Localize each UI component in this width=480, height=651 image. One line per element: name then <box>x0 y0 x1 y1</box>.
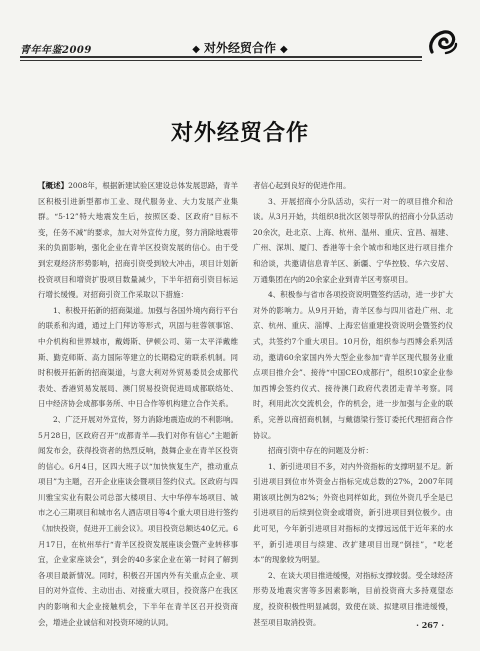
paragraph: 1、新引进项目不多，对内外资指标的支撑明显不足。新引进项目到位市外资金占指标完成总数的27%，2007年同期该项比例为82%；外资也同样如此，到位外资几乎全是已引进项目的后续到位资金或增资，新引进项目到位极少。由此可见，今年新引进项目对指标的支撑远远低于近年来的水平，新引进项目与续建、改扩建项目出现“倒挂”，“吃老本”的现象较为明显。 <box>253 461 453 565</box>
paragraph <box>38 178 238 303</box>
page-number: · 267 · <box>416 620 444 630</box>
paragraph: 招商引资中存在的问题及分析： <box>268 446 373 456</box>
right-column <box>253 178 453 630</box>
paragraph: 2、广泛开展对外宣传，努力消除地震造成的不利影响。5月28日，区政府召开“成都青羊—我们对你有信心”主题新闻发布会，获得投资者的热烈反响，鼓舞企业在青羊区投资的信心。6月4日，区四大班子以“加快恢复生产，推动重点项目”为主题，召开企业座谈会暨项目签约仪式。区政府与四川雅宝实业有限公司总部大楼项目、大中华停车场项目、城市之心三期项目和城市名人酒店项目等4个重大项目进行签约《加快投资，促进开工前会议》。项目投资总额达40亿元。6月17日，在杭州举行“青羊区投资发展座谈会暨产业转移事宜，企业家座谈会”，到会的40多家企业在第一时间了解到各项目最新情况。同时，积极召开国内外有关重点企业、项目的对外宣传、主动出击、对接重大项目，投资落户在我区内的影响和大企业接触机会，下半年在青羊区召开投资商会，增进企业诚信和对投资环境的认同。 <box>38 414 238 627</box>
swirl-logo-icon <box>426 26 458 58</box>
left-column <box>38 178 238 630</box>
diamond-left-icon: ◆ <box>192 44 200 55</box>
paragraph: 4、积极参与省市各项投资说明暨签约活动，进一步扩大对外的影响力。从9月开始，青羊区参与四川省赴广州、北京、杭州、重庆、淄博、上海宏信重建投资说明会暨签约仪式，共签约7个重大项目。10月份，组织参与西博会系列活动，邀请60余家国内外大型企业参加“青羊区现代服务业重点项目推介会”、接待“中国CEO成都行”，组织10家企业参加西博会签约仪式、接待澳门政府代表团走青羊考察。同时，利用此次交流机会，作的机会，进一步加强与企业的联系，完善以商招商机制，与戴德梁行签订委托代理招商合作协议。 <box>253 290 453 440</box>
paragraph: 3、开展招商小分队活动，实行一对一的项目推介和洽谈。从3月开始，共组织8批次区领导带队的招商小分队活动20余次，赴北京、上海、杭州、温州、重庆、宜昌、福建、广州、深圳、厦门、香港等十余个城市和地区进行项目推介和洽谈，共邀请信息青羊区、新疆、宁华控股、华六安居、万通集团在内的20余家企业到青羊区考察项目。 <box>253 196 453 284</box>
yearbook-title: 青年年鉴2009 <box>20 45 92 56</box>
paragraph: 2、在谈大项目推进缓慢，对指标支撑较弱。受全球经济形势及地震灾害等多因素影响，目前投资商大多持观望态度，投资积极性明显减弱，致使在谈、拟建项目推进缓慢，甚至项目取消投资。 <box>253 570 453 627</box>
section-title <box>20 39 460 56</box>
paragraph: 者信心起到良好的促进作用。 <box>253 181 351 190</box>
overview-tag: 【概述】 <box>38 181 69 190</box>
chapter-title: 对外经贸合作 <box>170 120 309 146</box>
section-title-text: 对外经贸合作 <box>203 41 276 55</box>
header-rule <box>20 56 422 58</box>
header-rule-thin <box>20 60 422 61</box>
paragraph-text: 2008年，根据新建试验区建设总体发展思路，青羊区积极引进新型都市工业、现代服务业、大力发展产业集群。“5·12”特大地震发生后，按照区委、区政府“目标不变，任务不减”的要求，加大对外宣传力度，努力消除地震带来的负面影响，强化企业在青羊区投资发展的信心。由于受到宏观经济形势影响，招商引资受到较大冲击，项目计划新投资项目和增资扩股项目数量减少，下半年招商引资目标运行增长缓慢。对招商引资工作采取以下措施： <box>38 181 238 300</box>
paragraph: 1、积极开拓新的招商渠道。加强与各国外境内商行平台的联系和沟通，通过上门拜访等形式，巩固与驻蓉领事馆、中介机构和世界城市，戴姆斯、伊顿公司、第一太平洋戴维斯、勤克师斯、高力国际等建立的长期稳定的联系机制。同时积极开拓新的招商渠道，与意大利对外贸易委员会成都代表处、香港贸易发展局、澳门贸易投资促进局成都联络处、日中经济协会成都事务所、中日合作等机构建立合作关系。 <box>38 305 238 409</box>
diamond-right-icon: ◆ <box>280 44 288 55</box>
